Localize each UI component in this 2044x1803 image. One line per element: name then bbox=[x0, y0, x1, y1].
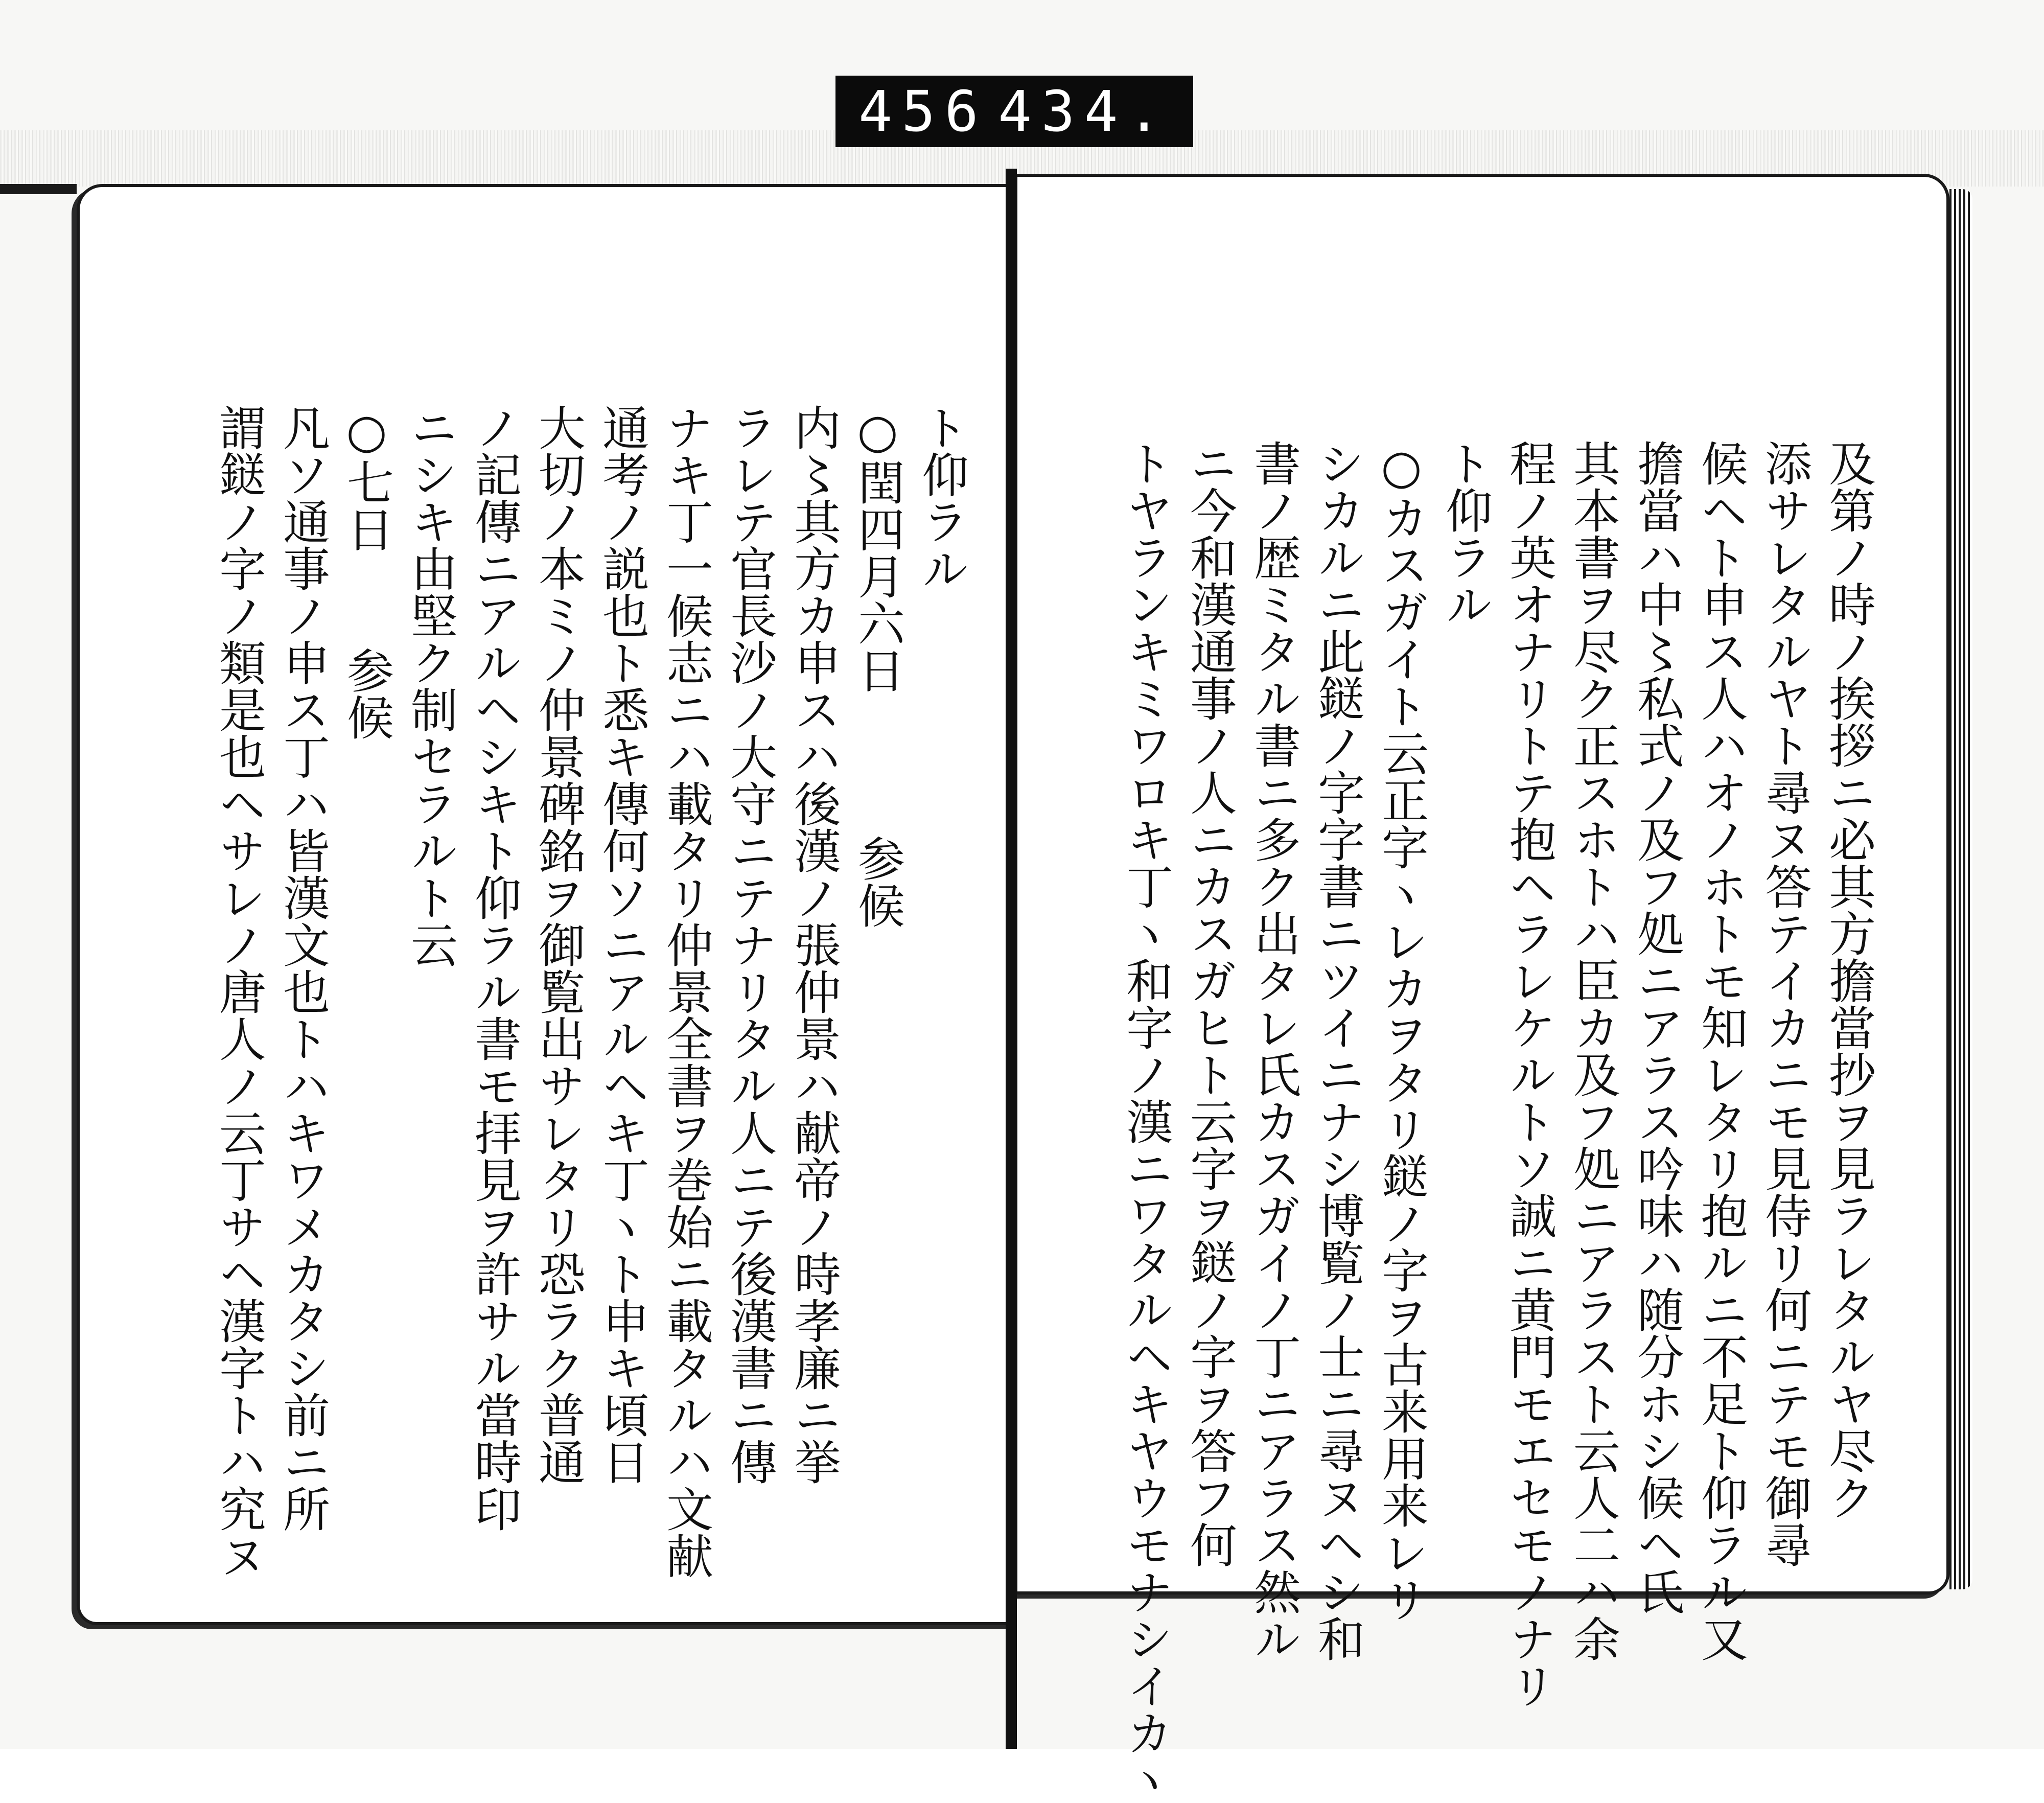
frame-number-right: 434. bbox=[998, 79, 1170, 144]
right-page-text bbox=[1042, 440, 1880, 1803]
frame-number-left: 456 bbox=[858, 79, 988, 144]
left-page-text bbox=[115, 404, 973, 1605]
frame-number-label bbox=[835, 76, 1193, 147]
text-column: 擔當ハ中〻私式ノ及フ処ニアラス吟味ハ随分ホシ候ヘ氏 bbox=[1630, 440, 1684, 1615]
text-column: 大切ノ本ミノ仲景碑銘ヲ御覧出サレタリ恐ラク普通 bbox=[531, 404, 586, 1485]
book-spine bbox=[1006, 169, 1017, 1749]
text-column: 内〻其方カ申スハ後漢ノ張仲景ハ献帝ノ時孝廉ニ挙 bbox=[786, 404, 841, 1485]
left-cover-edge bbox=[0, 184, 77, 194]
text-column: トヤランキミワロキ丁ヽ和字ノ漢ニワタルヘキヤウモナシイカヽ bbox=[1119, 440, 1173, 1803]
text-column: 書ノ歴ミタル書ニ多ク出タレ氏カスガイノ丁ニアラス然ル bbox=[1246, 440, 1301, 1662]
text-column: ○七日 参候 bbox=[339, 404, 394, 741]
text-column: ナキ丁一候志ニハ載タリ仲景全書ヲ巻始ニ載タルハ文献 bbox=[659, 404, 713, 1579]
text-column: 謂鎹ノ字ノ類是也ヘサレノ唐人ノ云丁サヘ漢字トハ究ヌ bbox=[212, 404, 266, 1579]
text-column: 添サレタルヤト尋ヌ答テイカニモ見侍リ何ニテモ御尋 bbox=[1757, 440, 1812, 1568]
text-column: ノ記傳ニアルヘシキト仰ラル書モ拝見ヲ許サル當時印 bbox=[467, 404, 522, 1532]
text-column: ニ今和漢通事ノ人ニカスガヒト云字ヲ鎹ノ字ヲ答フ何 bbox=[1182, 440, 1237, 1568]
text-column: 凡ソ通事ノ申ス丁ハ皆漢文也トハキワメカタシ前ニ所 bbox=[275, 404, 330, 1532]
text-column: ○閏四月六日 参候 bbox=[850, 404, 905, 929]
text-column: 程ノ英オナリトテ抱ヘラレケルトソ誠ニ黄門モエセモノナリ bbox=[1502, 440, 1557, 1709]
text-column: シカルニ此鎹ノ字字書ニツイニナシ博覧ノ士ニ尋ヌヘシ和 bbox=[1310, 440, 1365, 1662]
text-column: 候ヘト申ス人ハオノホトモ知レタリ抱ルニ不足ト仰ラル又 bbox=[1693, 440, 1748, 1662]
text-column: 及第ノ時ノ挨拶ニ必其方擔當抄ヲ見ラレタルヤ尽ク bbox=[1821, 440, 1876, 1521]
right-page-edge bbox=[1949, 189, 1972, 1589]
text-column: 其本書ヲ尽ク正スホトハ臣カ及フ処ニアラスト云人二ハ余 bbox=[1566, 440, 1620, 1662]
text-column: ○カスガイト云正字ヽレカヲタリ鎹ノ字ヲ古来用来レリ bbox=[1374, 440, 1429, 1623]
text-column: ラレテ官長沙ノ大守ニテナリタル人ニテ後漢書ニ傳 bbox=[723, 404, 777, 1485]
text-column: ト仰ラル bbox=[1438, 440, 1493, 628]
text-column: ニシキ由堅ク制セラルト云 bbox=[403, 404, 458, 968]
text-column: ト仰ラル bbox=[914, 404, 969, 592]
text-column: 通考ノ説也ト悉キ傳何ソニアルヘキ丁ヽト申キ頃日 bbox=[595, 404, 649, 1485]
